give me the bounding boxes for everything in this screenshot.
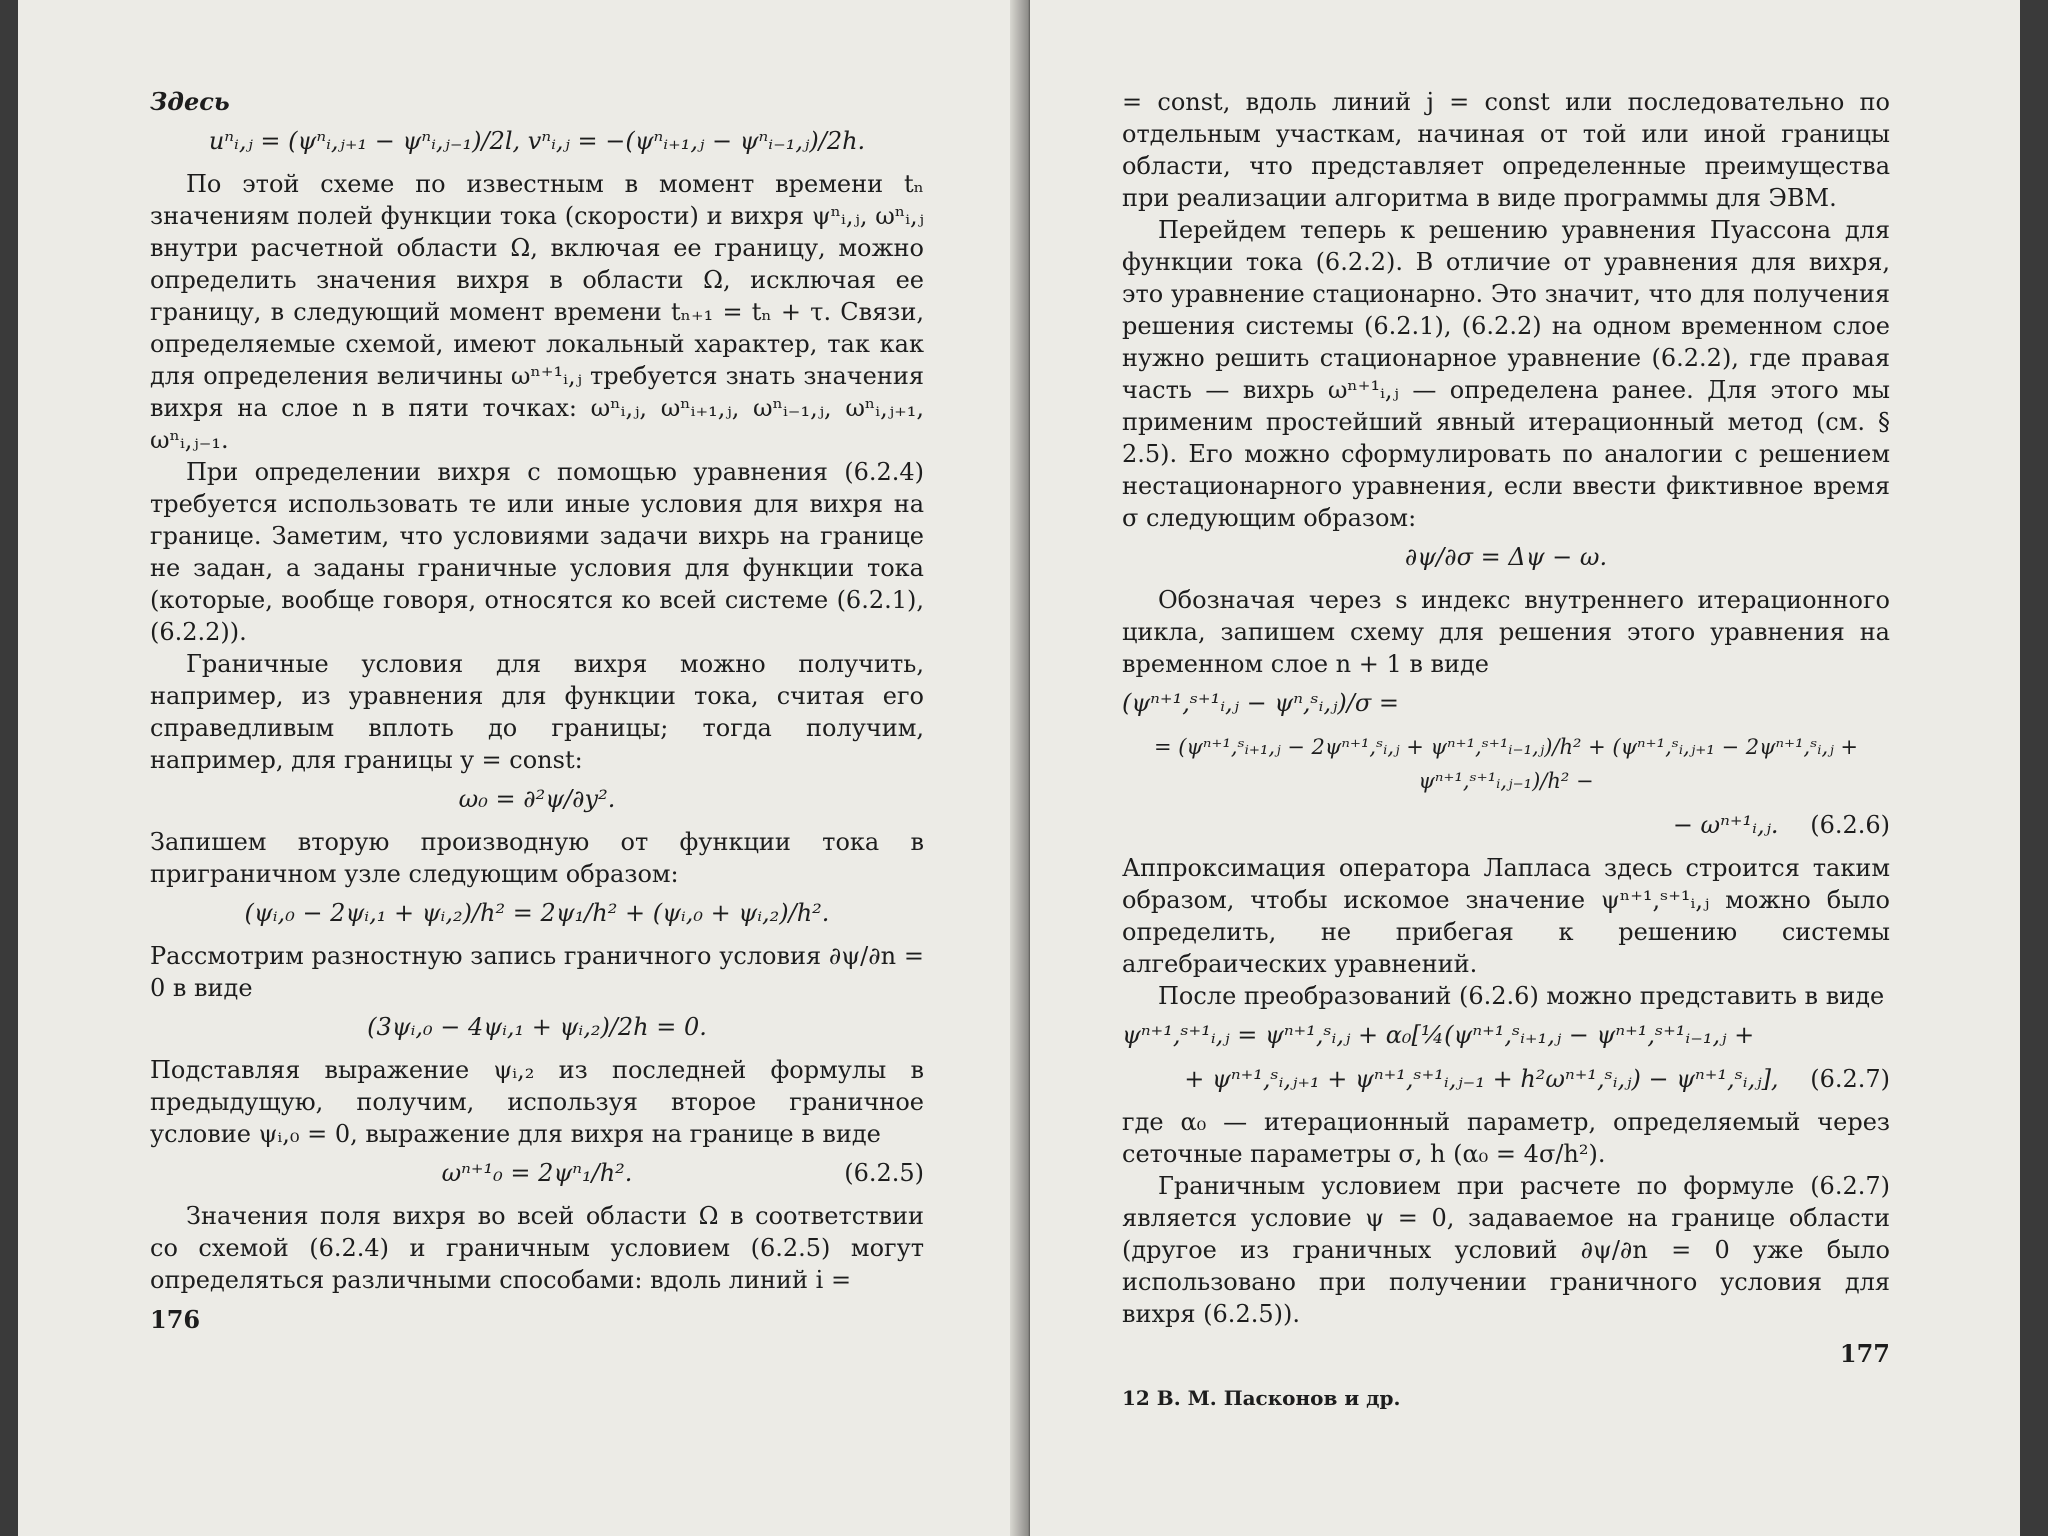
formula-body: ωⁿ⁺¹₀ = 2ψⁿ₁/h². xyxy=(441,1159,633,1187)
equation-number: (6.2.5) xyxy=(844,1159,924,1187)
formula-body: + ψⁿ⁺¹,ˢᵢ,ⱼ₊₁ + ψⁿ⁺¹,ˢ⁺¹ᵢ,ⱼ₋₁ + h²ωⁿ⁺¹,ˢᵢ,ⱼ) − ψⁿ⁺¹,ˢᵢ,ⱼ], xyxy=(1184,1065,1779,1093)
formula-6-2-6-tail xyxy=(1122,808,1890,842)
heading: Здесь xyxy=(150,87,230,116)
paragraph: После преобразований (6.2.6) можно представить в виде xyxy=(1158,982,1885,1010)
footer-text: 12 В. М. Пасконов и др. xyxy=(1122,1386,1401,1410)
paragraph: Перейдем теперь к решению уравнения Пуассона для функции тока (6.2.2). В отличие от уравнения для вихря, это уравнение стационарно. Это значит, что для получения решения системы (6.2.1), (6.2.2) на одном временном слое нужно решить стационарное уравнение (6.2.2), где правая часть — вихрь ωⁿ⁺¹ᵢ,ⱼ — определена ранее. Для этого мы применим простейший явный итерационный метод (см. § 2.5). Его можно сформулировать по аналогии с решением нестационарного уравнения, если ввести фиктивное время σ следующим образом: xyxy=(1122,216,1890,532)
formula-6-2-5 xyxy=(150,1156,924,1190)
paragraph: Аппроксимация оператора Лапласа здесь строится таким образом, чтобы искомое значение ψⁿ⁺¹,ˢ⁺¹ᵢ,ⱼ можно было определить, не прибегая к решению системы алгебраических уравнений. xyxy=(1122,854,1890,978)
page-number: 177 xyxy=(1839,1339,1890,1368)
footer-signature xyxy=(1122,1382,1890,1414)
paragraph: Рассмотрим разностную запись граничного условия ∂ψ/∂n = 0 в виде xyxy=(150,942,924,1002)
paragraph: где α₀ — итерационный параметр, определяемый через сеточные параметры σ, h (α₀ = 4σ/h²). xyxy=(1122,1108,1890,1168)
formula-uv: uⁿᵢ,ⱼ = (ψⁿᵢ,ⱼ₊₁ − ψⁿᵢ,ⱼ₋₁)/2l, vⁿᵢ,ⱼ = −(ψⁿᵢ₊₁,ⱼ − ψⁿᵢ₋₁,ⱼ)/2h. xyxy=(208,127,866,155)
formula-6-2-6-lhs: (ψⁿ⁺¹,ˢ⁺¹ᵢ,ⱼ − ψⁿ,ˢᵢ,ⱼ)/σ = xyxy=(1122,689,1399,717)
paragraph: Граничным условием при расчете по формуле (6.2.7) является условие ψ = 0, задаваемое на границе области (другое из граничных условий ∂ψ/∂n = 0 уже было использовано при получении граничного условия для вихря (6.2.5)). xyxy=(1122,1172,1890,1328)
paragraph: = const, вдоль линий j = const или последовательно по отдельным участкам, начиная от той или иной границы области, что представляет определенные преимущества при реализации алгоритма в виде программы для ЭВМ. xyxy=(1122,88,1890,212)
formula-fictitious-time: ∂ψ/∂σ = Δψ − ω. xyxy=(1404,543,1608,571)
formula-6-2-7-line2 xyxy=(1122,1062,1890,1096)
equation-number: (6.2.7) xyxy=(1810,1065,1890,1093)
page-number: 176 xyxy=(150,1305,201,1334)
right-page xyxy=(1030,0,2020,1536)
paragraph: Граничные условия для вихря можно получить, например, из уравнения для функции тока, считая его справедливым вплоть до границы; тогда получим, например, для границы y = const: xyxy=(150,650,924,774)
left-page xyxy=(18,0,1020,1536)
equation-number: (6.2.6) xyxy=(1810,811,1890,839)
paragraph: По этой схеме по известным в момент времени tₙ значениям полей функции тока (скорости) и вихря ψⁿᵢ,ⱼ, ωⁿᵢ,ⱼ внутри расчетной области Ω, включая ее границу, можно определить значения вихря в области Ω, исключая ее границу, в следующий момент времени tₙ₊₁ = tₙ + τ. Связи, определяемые схемой, имеют локальный характер, так как для определения величины ωⁿ⁺¹ᵢ,ⱼ требуется знать значения вихря на слое n в пяти точках: ωⁿᵢ,ⱼ, ωⁿᵢ₊₁,ⱼ, ωⁿᵢ₋₁,ⱼ, ωⁿᵢ,ⱼ₊₁, ωⁿᵢ,ⱼ₋₁. xyxy=(150,170,924,454)
formula-6-2-6-rhs: = (ψⁿ⁺¹,ˢᵢ₊₁,ⱼ − 2ψⁿ⁺¹,ˢᵢ,ⱼ + ψⁿ⁺¹,ˢ⁺¹ᵢ₋₁,ⱼ)/h² + (ψⁿ⁺¹,ˢᵢ,ⱼ₊₁ − 2ψⁿ⁺¹,ˢᵢ,ⱼ + ψⁿ⁺¹,ˢ⁺¹ᵢ,ⱼ₋₁)/h² − xyxy=(1153,735,1859,793)
formula-omega0: ω₀ = ∂²ψ/∂y². xyxy=(458,785,616,813)
paragraph: Значения поля вихря во всей области Ω в соответствии со схемой (6.2.4) и граничным условием (6.2.5) могут определяться различными способами: вдоль линий i = xyxy=(150,1202,924,1294)
formula-second-derivative: (ψᵢ,₀ − 2ψᵢ,₁ + ψᵢ,₂)/h² = 2ψ₁/h² + (ψᵢ,₀ + ψᵢ,₂)/h². xyxy=(244,899,830,927)
formula-boundary-condition: (3ψᵢ,₀ − 4ψᵢ,₁ + ψᵢ,₂)/2h = 0. xyxy=(367,1013,707,1041)
paragraph: Обозначая через s индекс внутреннего итерационного цикла, запишем схему для решения этого уравнения на временном слое n + 1 в виде xyxy=(1122,586,1890,678)
formula-6-2-7-line1: ψⁿ⁺¹,ˢ⁺¹ᵢ,ⱼ = ψⁿ⁺¹,ˢᵢ,ⱼ + α₀[¼(ψⁿ⁺¹,ˢᵢ₊₁,ⱼ − ψⁿ⁺¹,ˢ⁺¹ᵢ₋₁,ⱼ + xyxy=(1122,1021,1755,1049)
paragraph: При определении вихря с помощью уравнения (6.2.4) требуется использовать те или иные условия для вихря на границе. Заметим, что условиями задачи вихрь на границе не задан, а заданы граничные условия для функции тока (которые, вообще говоря, относятся ко всей системе (6.2.1), (6.2.2)). xyxy=(150,458,924,646)
paragraph: Подставляя выражение ψᵢ,₂ из последней формулы в предыдущую, получим, используя второе граничное условие ψᵢ,₀ = 0, выражение для вихря на границе в виде xyxy=(150,1056,924,1148)
formula-body: − ωⁿ⁺¹ᵢ,ⱼ. xyxy=(1672,811,1779,839)
paragraph: Запишем вторую производную от функции тока в приграничном узле следующим образом: xyxy=(150,828,924,888)
